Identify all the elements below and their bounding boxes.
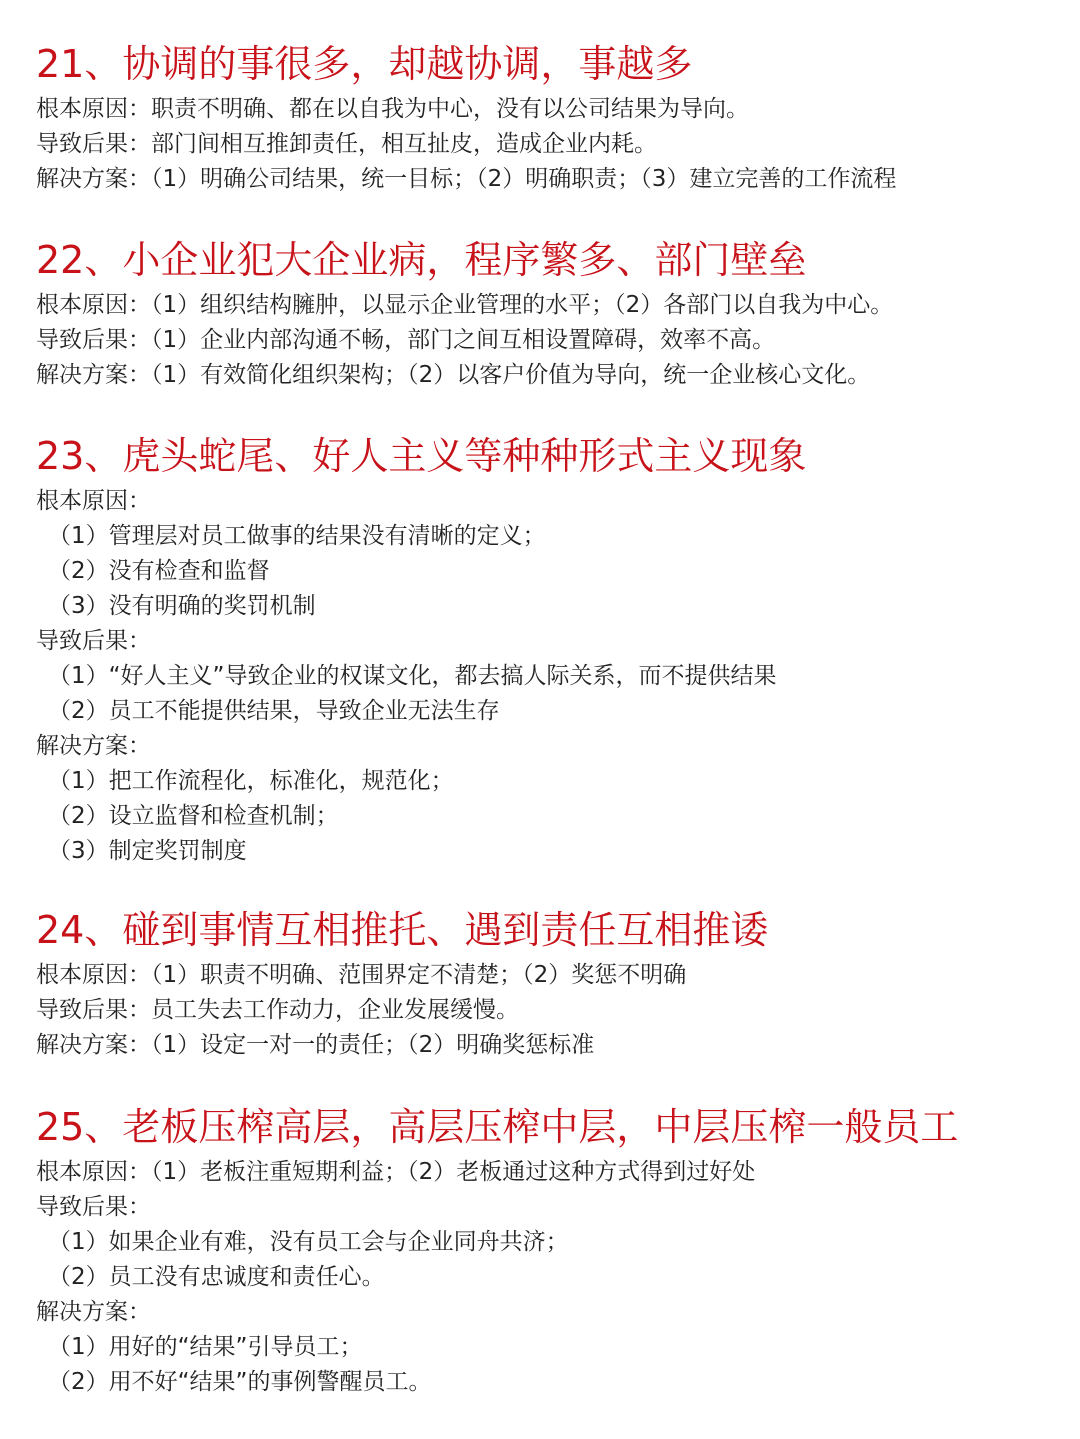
section-title: 21、协调的事很多，却越协调，事越多 <box>36 42 693 86</box>
consequence-label: 导致后果： <box>36 628 151 654</box>
section-title: 24、碰到事情互相推托、遇到责任互相推诿 <box>36 908 769 952</box>
section-title: 25、老板压榨高层，高层压榨中层，中层压榨一般员工 <box>36 1105 959 1149</box>
list-item: （2）员工没有忠诚度和责任心。 <box>48 1264 385 1290</box>
root-cause-line: 根本原因：（1）职责不明确、范围界定不清楚；（2）奖惩不明确 <box>36 962 687 988</box>
section-title: 22、小企业犯大企业病，程序繁多、部门壁垒 <box>36 238 807 282</box>
list-item: （2）没有检查和监督 <box>48 558 270 584</box>
root-cause-line: 根本原因：职责不明确、都在以自我为中心，没有以公司结果为导向。 <box>36 96 749 122</box>
list-item: （1）管理层对员工做事的结果没有清晰的定义； <box>48 523 546 549</box>
consequence-line: 导致后果：（1）企业内部沟通不畅，部门之间互相设置障碍，效率不高。 <box>36 327 776 353</box>
consequence-line: 导致后果：部门间相互推卸责任，相互扯皮，造成企业内耗。 <box>36 131 657 157</box>
list-item: （2）用不好“结果”的事例警醒员工。 <box>48 1369 432 1395</box>
list-item: （1）如果企业有难，没有员工会与企业同舟共济； <box>48 1229 569 1255</box>
root-cause-label: 根本原因： <box>36 488 151 514</box>
solution-line: 解决方案：（1）明确公司结果，统一目标；（2）明确职责；（3）建立完善的工作流程 <box>36 166 897 192</box>
list-item: （3）制定奖罚制度 <box>48 838 247 864</box>
list-item: （1）用好的“结果”引导员工； <box>48 1334 363 1360</box>
section-24 <box>36 905 1056 1063</box>
solution-label: 解决方案： <box>36 1299 151 1325</box>
section-21 <box>36 39 1056 197</box>
list-item: （2）员工不能提供结果，导致企业无法生存 <box>48 698 500 724</box>
section-title: 23、虎头蛇尾、好人主义等种种形式主义现象 <box>36 434 807 478</box>
solution-line: 解决方案：（1）有效简化组织架构；（2）以客户价值为导向，统一企业核心文化。 <box>36 362 871 388</box>
solution-line: 解决方案：（1）设定一对一的责任；（2）明确奖惩标准 <box>36 1032 595 1058</box>
list-item: （1）“好人主义”导致企业的权谋文化，都去搞人际关系，而不提供结果 <box>48 663 777 689</box>
root-cause-line: 根本原因：（1）老板注重短期利益；（2）老板通过这种方式得到过好处 <box>36 1159 756 1185</box>
root-cause-line: 根本原因：（1）组织结构臃肿，以显示企业管理的水平；（2）各部门以自我为中心。 <box>36 292 894 318</box>
section-23 <box>36 431 1056 869</box>
consequence-label: 导致后果： <box>36 1194 151 1220</box>
solution-label: 解决方案： <box>36 733 151 759</box>
section-25 <box>36 1102 1056 1400</box>
list-item: （3）没有明确的奖罚机制 <box>48 593 316 619</box>
consequence-line: 导致后果：员工失去工作动力，企业发展缓慢。 <box>36 997 519 1023</box>
section-22 <box>36 235 1056 393</box>
list-item: （1）把工作流程化，标准化，规范化； <box>48 768 454 794</box>
list-item: （2）设立监督和检查机制； <box>48 803 339 829</box>
